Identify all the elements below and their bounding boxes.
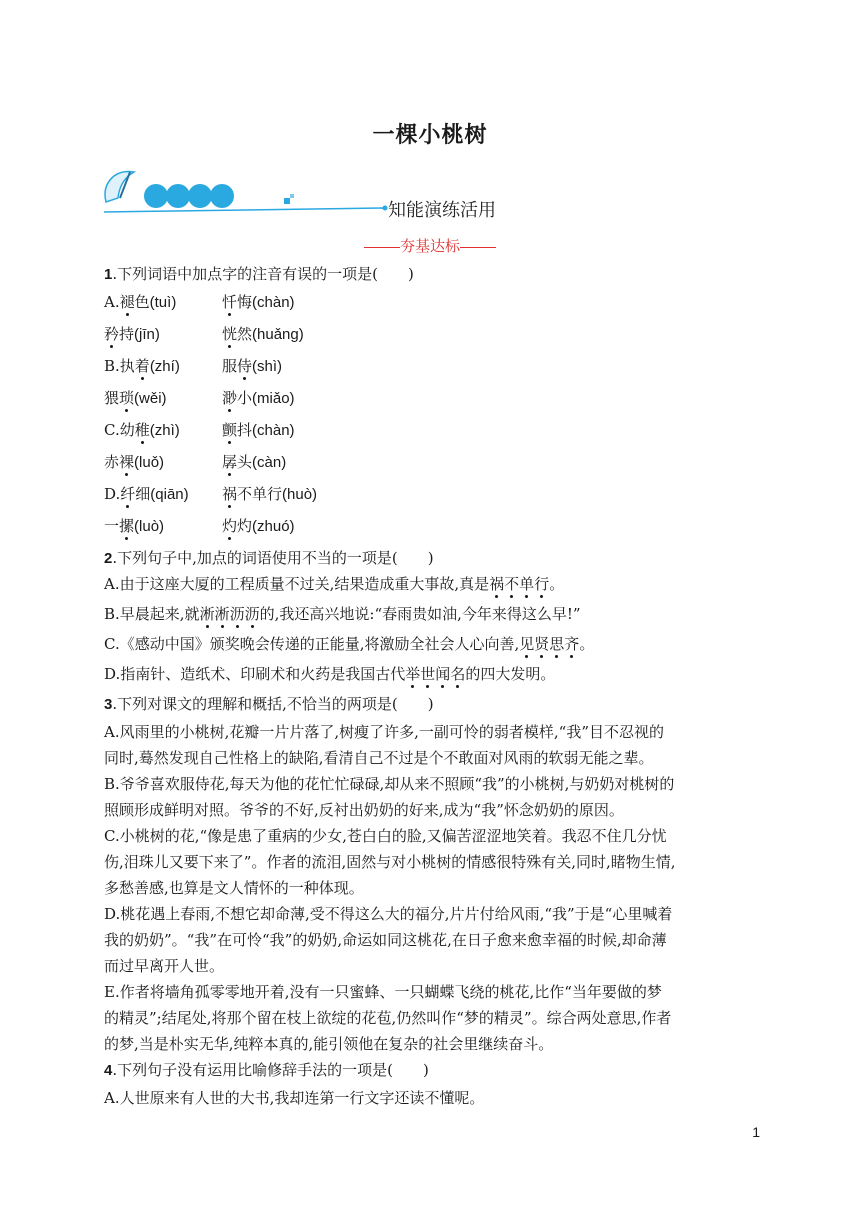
emphasis-char: 见	[519, 635, 535, 653]
banner-circle-1	[144, 184, 168, 208]
question-3-stem: 3.下列对课文的理解和概括,不恰当的两项是( )	[104, 695, 434, 713]
q2-option-a: A.由于这座大厦的工程质量不过关,结果造成重大事故,真是祸不单行。	[104, 575, 565, 593]
q1-option-row: 猥琐(wěi)	[104, 389, 167, 407]
emphasis-char: 祸	[489, 575, 505, 593]
q3-text-line: C.小桃树的花,“像是患了重病的少女,苍白白的脸,又偏苦涩涩地笑着。我忍不住几分忧	[104, 827, 667, 845]
q1-option-row: 矜持(jīn)	[104, 325, 160, 343]
q2-dotted-term	[489, 575, 549, 593]
q1-option-row-b: 祸不单行(huò)	[222, 485, 318, 503]
emphasis-char: 不	[504, 575, 520, 593]
section-label-rule-left	[364, 247, 400, 248]
emphasis-char: 闻	[435, 665, 451, 683]
emphasis-char: 贤	[534, 635, 550, 653]
q2-dotted-term	[405, 665, 465, 683]
q2-dotted-term	[200, 605, 260, 623]
q2-option-b: B.早晨起来,就淅淅沥沥的,我还高兴地说:“春雨贵如油,今年来得这么早!”	[104, 605, 581, 623]
page-number: 1	[752, 1124, 760, 1140]
banner-square-small	[284, 198, 290, 204]
q4-option-a: A.人世原来有人世的大书,我却连第一行文字还读不懂呢。	[104, 1089, 485, 1107]
emphasis-char: 举	[405, 665, 421, 683]
q1-option-row: 赤裸(luǒ)	[104, 453, 165, 471]
q3-text-line: 伤,泪珠儿又要下来了”。作者的流泪,固然与对小桃树的情感很特殊有关,同时,睹物生情,	[104, 853, 676, 871]
emphasis-char: 行	[534, 575, 550, 593]
section-banner-text: 知能演练活用	[388, 200, 496, 221]
section-label-rule-right	[460, 247, 496, 248]
emphasis-char: 世	[420, 665, 436, 683]
q3-text-line: 多愁善感,也算是文人情怀的一种体现。	[104, 879, 364, 897]
q1-option-row: A.褪色(tuì)	[104, 293, 177, 311]
banner-circle-2	[166, 184, 190, 208]
q3-text-line: 同时,蓦然发现自己性格上的缺陷,看清自己不过是个不敢面对风雨的软弱无能之辈。	[104, 749, 654, 767]
page-title: 一棵小桃树	[372, 123, 488, 148]
banner-circle-3	[188, 184, 212, 208]
q3-text-line: 而过早离开人世。	[104, 957, 225, 975]
emphasis-char: 淅	[214, 605, 230, 623]
q1-option-row-b: 颤抖(chàn)	[222, 421, 295, 439]
q3-text-line: D.桃花遇上春雨,不想它却命薄,受不得这么大的福分,片片付给风雨,“我”于是“心里喊着	[104, 905, 673, 923]
banner-circle-4	[210, 184, 234, 208]
emphasis-char: 单	[519, 575, 535, 593]
q2-option-c: C.《感动中国》颁奖晚会传递的正能量,将激励全社会人心向善,见贤思齐。	[104, 635, 595, 653]
question-4-stem: 4.下列句子没有运用比喻修辞手法的一项是( )	[104, 1061, 429, 1079]
q1-option-row-b: 渺小(miǎo)	[222, 389, 295, 407]
q1-option-row: D.纤细(qiān)	[104, 485, 189, 503]
q1-option-row-b: 恍然(huǎng)	[222, 325, 304, 343]
q1-option-row-b: 孱头(càn)	[222, 453, 287, 471]
question-2-stem: 2.下列句子中,加点的词语使用不当的一项是( )	[104, 549, 434, 567]
q3-text-line: B.爷爷喜欢服侍花,每天为他的花忙忙碌碌,却从来不照顾“我”的小桃树,与奶奶对桃树的	[104, 775, 675, 793]
question-1-stem: 1.下列词语中加点字的注音有误的一项是( )	[104, 265, 414, 283]
q2-dotted-term	[519, 635, 579, 653]
q1-option-row: 一摞(luò)	[104, 517, 165, 535]
q3-text-line: E.作者将墙角孤零零地开着,没有一只蜜蜂、一只蝴蝶飞绕的桃花,比作“当年要做的梦	[104, 983, 662, 1001]
q1-option-row: B.执着(zhí)	[104, 357, 180, 375]
q3-text-line: 的梦,当是朴实无华,纯粹本真的,能引领他在复杂的社会里继续奋斗。	[104, 1035, 554, 1053]
q1-option-row: C.幼稚(zhì)	[104, 421, 180, 439]
emphasis-char: 沥	[229, 605, 245, 623]
q1-option-row-b: 灼灼(zhuó)	[222, 517, 295, 535]
emphasis-char: 齐	[564, 635, 580, 653]
banner-underline	[104, 208, 384, 212]
q2-option-d: D.指南针、造纸术、印刷术和火药是我国古代举世闻名的四大发明。	[104, 665, 556, 683]
q1-option-row-b: 服侍(shì)	[222, 357, 283, 375]
emphasis-char: 名	[450, 665, 466, 683]
banner-square-tiny	[290, 194, 294, 198]
q1-option-row-b: 忏悔(chàn)	[222, 293, 295, 311]
q3-text-line: 的精灵”;结尾处,将那个留在枝上欲绽的花苞,仍然叫作“梦的精灵”。综合两处意思,作者	[104, 1009, 672, 1027]
section-label	[0, 235, 860, 256]
emphasis-char: 淅	[199, 605, 215, 623]
section-label-text: 夯基达标	[399, 237, 460, 255]
q3-text-line: A.风雨里的小桃树,花瓣一片片落了,树瘦了许多,一副可怜的弱者模样,“我”目不忍视的	[104, 723, 665, 741]
emphasis-char: 思	[549, 635, 565, 653]
q3-text-line: 照顾形成鲜明对照。爷爷的不好,反衬出奶奶的好来,成为“我”怀念奶奶的原因。	[104, 801, 624, 819]
emphasis-char: 沥	[244, 605, 260, 623]
q3-text-line: 我的奶奶”。“我”在可怜“我”的奶奶,命运如同这桃花,在日子愈来愈幸福的时候,却命薄	[104, 931, 667, 949]
banner-end-dot	[383, 206, 388, 211]
